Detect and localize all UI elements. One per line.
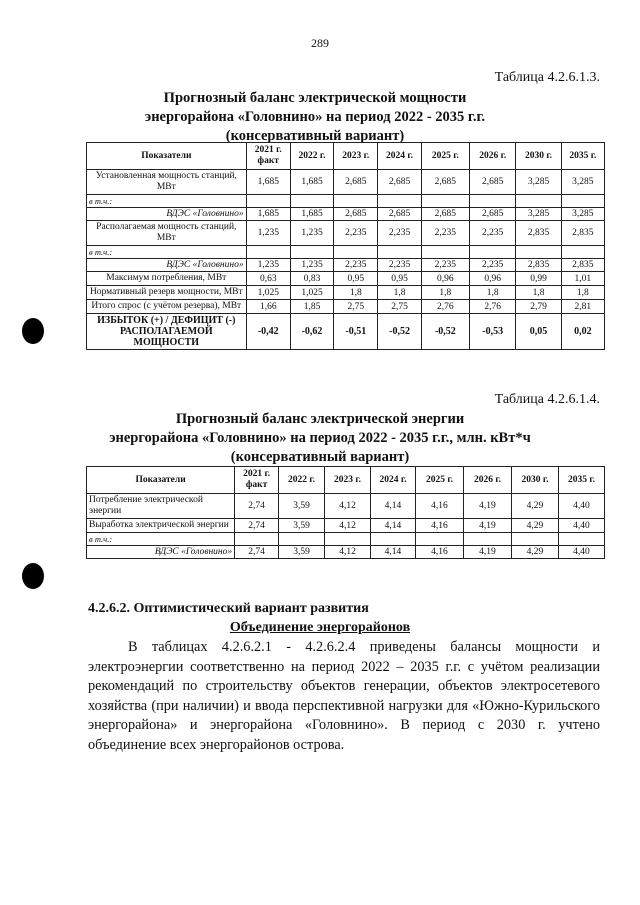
column-header: 2035 г.	[558, 467, 604, 494]
table-cell: 1,8	[561, 286, 604, 300]
column-header: 2021 г. факт	[235, 467, 279, 494]
table-row	[87, 272, 605, 286]
column-header: Показатели	[87, 143, 247, 170]
table-cell: 4,29	[511, 546, 558, 559]
table-cell: 1,235	[290, 221, 333, 246]
column-header: 2026 г.	[470, 143, 516, 170]
table1-title	[80, 89, 550, 146]
column-header: 2021 г. факт	[246, 143, 290, 170]
table-row	[87, 533, 605, 546]
table-cell: 2,835	[516, 259, 561, 272]
table-cell: 2,76	[421, 300, 469, 314]
table-cell: -0,51	[334, 314, 378, 350]
table-cell	[246, 195, 290, 208]
table-cell: 2,685	[470, 170, 516, 195]
table-cell: 2,235	[421, 221, 469, 246]
table-cell: 3,285	[516, 208, 561, 221]
table-cell: 3,59	[279, 546, 325, 559]
table-cell: 4,40	[558, 494, 604, 519]
column-header: 2026 г.	[463, 467, 511, 494]
table-cell: 2,235	[470, 221, 516, 246]
page-number: 289	[311, 36, 329, 50]
table-cell: 2,235	[378, 259, 421, 272]
table-cell: 2,235	[470, 259, 516, 272]
column-header: 2024 г.	[371, 467, 416, 494]
table-cell: 2,75	[378, 300, 421, 314]
column-header: 2035 г.	[561, 143, 604, 170]
table1-title-line: (консервативный вариант)	[225, 128, 405, 144]
table-cell: 0,05	[516, 314, 561, 350]
table1-title-line: Прогнозный баланс электрической мощности	[163, 90, 467, 106]
table-cell	[516, 195, 561, 208]
binder-hole	[22, 563, 44, 589]
energy-balance-table	[86, 466, 605, 559]
table-cell	[511, 533, 558, 546]
column-header: 2024 г.	[378, 143, 421, 170]
row-label: Располагаемая мощность станций, МВт	[87, 221, 247, 246]
column-header: 2030 г.	[516, 143, 561, 170]
table-cell	[561, 195, 604, 208]
table-cell: 1,8	[378, 286, 421, 300]
row-label: Выработка электрической энергии	[87, 519, 235, 533]
table-cell: 0,95	[378, 272, 421, 286]
table-cell: 1,685	[246, 208, 290, 221]
table-cell: 3,59	[279, 494, 325, 519]
table-cell: 3,285	[516, 170, 561, 195]
table-cell: 2,685	[334, 170, 378, 195]
table-cell: 0,63	[246, 272, 290, 286]
column-header: 2030 г.	[511, 467, 558, 494]
table-cell: 4,40	[558, 519, 604, 533]
table-row	[87, 195, 605, 208]
table-cell	[516, 246, 561, 259]
table-row	[87, 246, 605, 259]
table-cell	[371, 533, 416, 546]
column-header: 2023 г.	[325, 467, 371, 494]
table-cell: 2,835	[516, 221, 561, 246]
table-cell	[325, 533, 371, 546]
table2-title-line: энергорайона «Головнино» на период 2022 - 2035 г.г., млн. кВт*ч	[109, 430, 531, 446]
table-cell: 1,025	[246, 286, 290, 300]
table-cell: 2,685	[378, 208, 421, 221]
table2-title	[70, 410, 570, 467]
table-cell: 2,74	[235, 519, 279, 533]
table-cell: -0,52	[378, 314, 421, 350]
table-cell: 4,29	[511, 494, 558, 519]
table-cell: 1,235	[246, 221, 290, 246]
table-cell	[470, 246, 516, 259]
table-cell: 1,235	[290, 259, 333, 272]
table-cell: 4,29	[511, 519, 558, 533]
table-cell: 4,19	[463, 546, 511, 559]
table-cell: 0,95	[334, 272, 378, 286]
section-heading: 4.2.6.2. Оптимистический вариант развития	[88, 601, 369, 616]
body-paragraph: В таблицах 4.2.6.2.1 - 4.2.6.2.4 приведены балансы мощности и электроэнергии соответственно на период 2022 – 2035 г.г. с учётом реализации рекомендаций по строительству объектов генерации, объектов электросетевого хозяйства (при наличии) и ввода перспективной нагрузки для «Южно-Курильского энергорайона» и энергорайона «Головнино». В период с 2030 г. учтено объединение всех энергорайонов острова.	[88, 639, 600, 753]
table-cell: 3,285	[561, 208, 604, 221]
row-label: Потребление электрической энергии	[87, 494, 235, 519]
column-header: 2022 г.	[279, 467, 325, 494]
table-cell: 3,59	[279, 519, 325, 533]
table-cell: 1,025	[290, 286, 333, 300]
row-label: в т.ч.:	[87, 533, 235, 546]
table-cell: 2,685	[421, 170, 469, 195]
table-cell: 4,16	[415, 546, 463, 559]
table-cell: 1,8	[516, 286, 561, 300]
table-row	[87, 314, 605, 350]
table-cell: 1,8	[470, 286, 516, 300]
table-cell	[246, 246, 290, 259]
column-header: 2022 г.	[290, 143, 333, 170]
row-label: Установленная мощность станций, МВт	[87, 170, 247, 195]
table-cell: 2,76	[470, 300, 516, 314]
table2-caption: Таблица 4.2.6.1.4.	[494, 392, 600, 407]
table-cell: 2,74	[235, 494, 279, 519]
table-cell: 1,01	[561, 272, 604, 286]
table-cell: 2,685	[378, 170, 421, 195]
table-row	[87, 300, 605, 314]
table-cell	[378, 246, 421, 259]
table-cell: 1,685	[246, 170, 290, 195]
table-row	[87, 170, 605, 195]
table-cell: 4,19	[463, 494, 511, 519]
table-cell	[334, 195, 378, 208]
table2-title-line: Прогнозный баланс электрической энергии	[175, 411, 465, 427]
table-cell: 4,16	[415, 494, 463, 519]
table-cell: 0,99	[516, 272, 561, 286]
table-cell: 4,40	[558, 546, 604, 559]
table-cell: 2,235	[334, 221, 378, 246]
table-cell: 4,12	[325, 546, 371, 559]
table-row	[87, 221, 605, 246]
binder-hole	[22, 318, 44, 344]
table-cell: 2,235	[334, 259, 378, 272]
table-cell: 0,96	[470, 272, 516, 286]
table-cell: 2,835	[561, 221, 604, 246]
table-row	[87, 494, 605, 519]
table-cell: 2,74	[235, 546, 279, 559]
table-row	[87, 546, 605, 559]
row-label: ИЗБЫТОК (+) / ДЕФИЦИТ (-) РАСПОЛАГАЕМОЙ МОЩНОСТИ	[87, 314, 247, 350]
table-cell: 4,19	[463, 519, 511, 533]
table-cell: 2,235	[378, 221, 421, 246]
row-label: Нормативный резерв мощности, МВт	[87, 286, 247, 300]
table-cell	[279, 533, 325, 546]
table-cell: 2,685	[334, 208, 378, 221]
row-label: ВДЭС «Головнино»	[87, 259, 247, 272]
row-label: Итого спрос (с учётом резерва), МВт	[87, 300, 247, 314]
row-label: ВДЭС «Головнино»	[87, 546, 235, 559]
table-cell: -0,42	[246, 314, 290, 350]
table-cell: 1,8	[421, 286, 469, 300]
table-cell: 1,8	[334, 286, 378, 300]
table-cell: -0,62	[290, 314, 333, 350]
column-header: 2025 г.	[421, 143, 469, 170]
column-header: 2023 г.	[334, 143, 378, 170]
table-cell: 2,81	[561, 300, 604, 314]
table-row	[87, 519, 605, 533]
row-label: ВДЭС «Головнино»	[87, 208, 247, 221]
table-cell: 2,835	[561, 259, 604, 272]
power-balance-table	[86, 142, 605, 350]
table-cell	[378, 195, 421, 208]
table-cell	[470, 195, 516, 208]
table-row	[87, 259, 605, 272]
table-row	[87, 286, 605, 300]
column-header: 2025 г.	[415, 467, 463, 494]
table-cell: 1,85	[290, 300, 333, 314]
table-cell	[290, 246, 333, 259]
table-cell: 4,14	[371, 494, 416, 519]
table-cell: -0,53	[470, 314, 516, 350]
header-row	[87, 143, 605, 170]
table-cell	[463, 533, 511, 546]
table-cell: 0,96	[421, 272, 469, 286]
table-cell: 4,16	[415, 519, 463, 533]
table-cell: 2,75	[334, 300, 378, 314]
table-cell	[290, 195, 333, 208]
table-cell: 2,79	[516, 300, 561, 314]
table-cell: 3,285	[561, 170, 604, 195]
table-cell: 1,685	[290, 208, 333, 221]
header-row	[87, 467, 605, 494]
table-cell: 2,685	[470, 208, 516, 221]
table-cell	[421, 195, 469, 208]
table1-title-line: энергорайона «Головнино» на период 2022 - 2035 г.г.	[144, 109, 486, 125]
table-cell	[421, 246, 469, 259]
row-label: в т.ч.:	[87, 246, 247, 259]
table-cell: 1,66	[246, 300, 290, 314]
table-cell	[235, 533, 279, 546]
table-cell: 4,12	[325, 519, 371, 533]
row-label: в т.ч.:	[87, 195, 247, 208]
table-cell: 2,685	[421, 208, 469, 221]
table-cell: 4,14	[371, 546, 416, 559]
table-cell: 2,235	[421, 259, 469, 272]
column-header: Показатели	[87, 467, 235, 494]
table-cell: 1,235	[246, 259, 290, 272]
subsection-heading: Объединение энергорайонов	[229, 620, 411, 635]
table2-title-line: (консервативный вариант)	[230, 449, 410, 465]
table-cell: -0,52	[421, 314, 469, 350]
table-cell: 4,14	[371, 519, 416, 533]
table-cell	[558, 533, 604, 546]
table-row	[87, 208, 605, 221]
table-cell	[415, 533, 463, 546]
table-cell	[561, 246, 604, 259]
row-label: Максимум потребления, МВт	[87, 272, 247, 286]
table-cell: 1,685	[290, 170, 333, 195]
table1-caption: Таблица 4.2.6.1.3.	[494, 70, 600, 85]
table-cell: 0,02	[561, 314, 604, 350]
table-cell: 4,12	[325, 494, 371, 519]
table-cell: 0,83	[290, 272, 333, 286]
table-cell	[334, 246, 378, 259]
